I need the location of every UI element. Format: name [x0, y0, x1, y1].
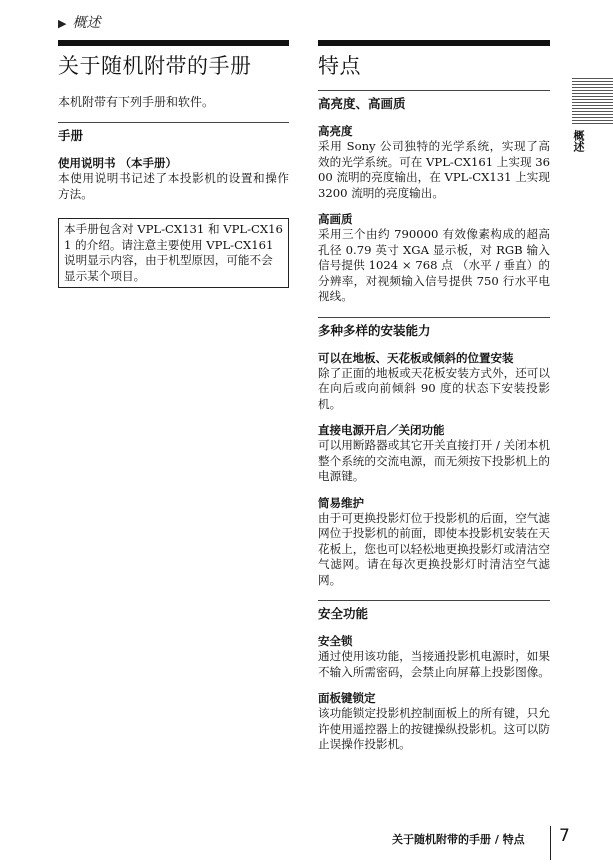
section-header — [58, 12, 100, 32]
section-rule — [318, 600, 550, 601]
intro-text: 本机附带有下列手册和软件。 — [58, 95, 215, 109]
side-tab-label: 概述 — [572, 130, 585, 152]
left-column — [58, 40, 289, 288]
right-column — [318, 40, 550, 753]
item-body: 采用 Sony 公司独特的光学系统，实现了高效的光学系统。可在 VPL-CX161 上实现 3600 流明的亮度输出，在 VPL-CX131 上实现 3200 流明的亮度输出。 — [318, 139, 550, 200]
section-rule — [318, 90, 550, 91]
item-body: 除了正面的地板或天花板安装方式外，还可以在向后或向前倾斜 90 度的状态下安装投影机。 — [318, 365, 550, 411]
section-rule — [318, 317, 550, 318]
item-title: 使用说明书 （本手册） — [58, 156, 178, 170]
item-title: 安全锁 — [318, 634, 353, 648]
section-header-label: 概述 — [72, 15, 101, 31]
item-body: 该功能锁定投影机控制面板上的所有键，只允许使用遥控器上的按键操纵投影机。这可以防止误操作投影机。 — [318, 706, 550, 751]
item-body: 由于可更换投影灯位于投影机的后面，空气滤网位于投影机的前面，即使本投影机安装在天花板上，您也可以轻松地更换投影灯或清洁空气滤网。请在每次更换投影灯时清洁空气滤网。 — [318, 510, 550, 587]
item-body: 通过使用该功能，当接通投影机电源时，如果不输入所需密码，会禁止向屏幕上投影图像。 — [318, 649, 550, 679]
item-body: 本使用说明书记述了本投影机的设置和操作方法。 — [58, 171, 289, 201]
item-title: 可以在地板、天花板或倾斜的位置安装 — [318, 350, 514, 365]
footer-divider — [550, 826, 551, 860]
section-heading: 手册 — [58, 128, 84, 143]
footer-breadcrumb: 关于随机附带的手册 / 特点 — [392, 833, 525, 846]
item-title: 面板键锁定 — [318, 691, 376, 705]
item-title: 高画质 — [318, 212, 353, 226]
section-heading: 多种多样的安装能力 — [318, 322, 431, 338]
section-heading: 安全功能 — [318, 606, 369, 621]
section-heading: 高亮度、高画质 — [318, 96, 406, 111]
page-number: 7 — [559, 826, 570, 846]
item-body: 采用三个由约 790000 有效像素构成的超高孔径 0.79 英寸 XGA 显示板，对 RGB 输入信号提供 1024 × 768 点 （水平 / 垂直）的分辨率，对视频输入信号提供 750 行水平电视线。 — [318, 227, 550, 303]
side-tab-stripes — [572, 78, 613, 124]
item-title: 简易维护 — [318, 495, 364, 510]
triangle-marker-icon: ▶ — [58, 17, 67, 30]
item-body: 可以用断路器或其它开关直接打开 / 关闭本机整个系统的交流电源，而无须按下投影机上的电源键。 — [318, 438, 550, 483]
page-title: 关于随机附带的手册 — [58, 54, 252, 78]
page-title: 特点 — [318, 54, 361, 78]
item-title: 直接电源开启／关闭功能 — [318, 423, 445, 437]
notice-box: 本手册包含对 VPL-CX131 和 VPL-CX161 的介绍。请注意主要使用 VPL-CX161 说明显示内容，由于机型原因，可能不会显示某个项目。 — [58, 218, 289, 288]
title-bar — [58, 40, 289, 46]
section-rule — [58, 122, 289, 123]
title-bar — [318, 40, 550, 46]
item-title: 高亮度 — [318, 124, 353, 138]
